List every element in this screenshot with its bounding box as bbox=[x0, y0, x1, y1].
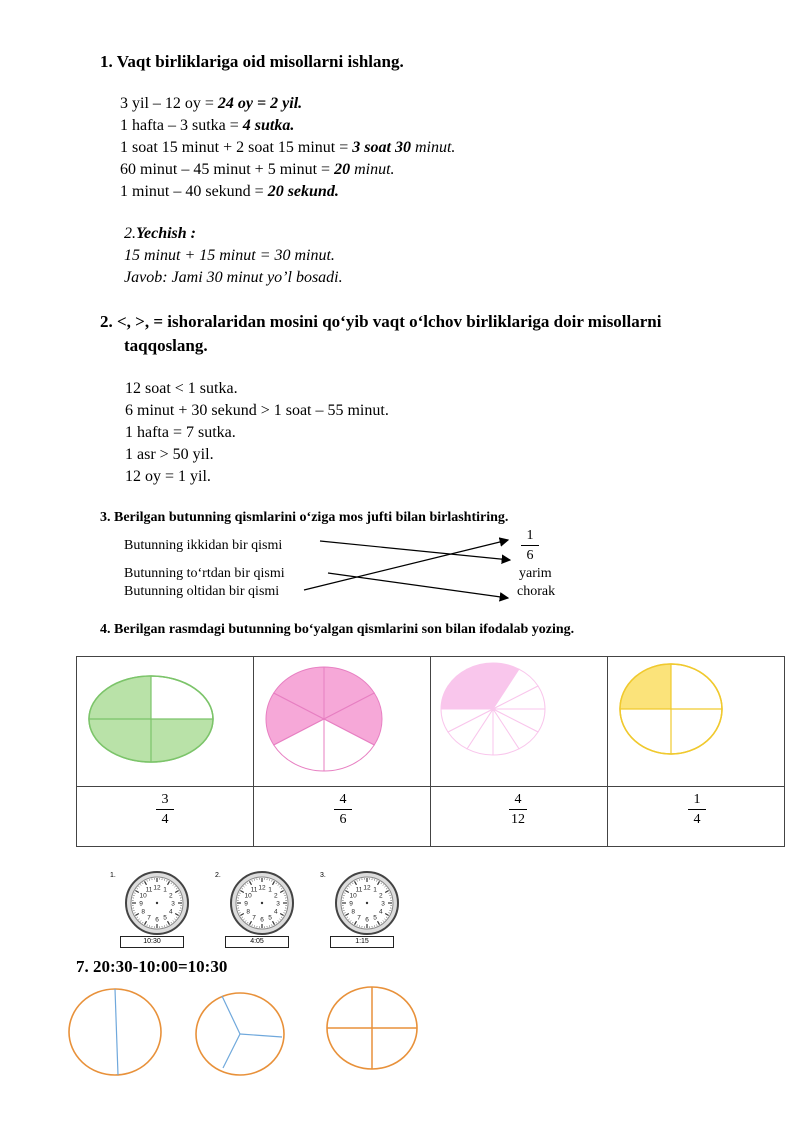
svg-text:4: 4 bbox=[274, 908, 278, 916]
svg-text:2: 2 bbox=[379, 892, 383, 900]
fraction-4-num: 1 bbox=[693, 792, 701, 807]
svg-text:12: 12 bbox=[153, 884, 161, 892]
task7-heading: 7. 20:30-10:00=10:30 bbox=[76, 957, 228, 976]
pink-circle-sixths bbox=[254, 657, 430, 781]
task2-heading-line2: taqqoslang. bbox=[124, 336, 208, 355]
svg-text:12: 12 bbox=[363, 884, 371, 892]
clock bbox=[110, 870, 200, 950]
solution-label-number: 2. bbox=[124, 225, 136, 242]
task2-line: 1 asr > 50 yil. bbox=[125, 446, 214, 463]
task2-line: 1 hafta = 7 sutka. bbox=[125, 424, 236, 441]
task3-right-1: yarim bbox=[519, 566, 552, 581]
clock-number: 2. bbox=[215, 872, 221, 879]
clock-time-label: 10:30 bbox=[120, 936, 184, 948]
cell-fraction-1 bbox=[77, 787, 254, 847]
fraction-4-den: 4 bbox=[693, 812, 701, 827]
svg-text:4: 4 bbox=[169, 908, 173, 916]
clock-number: 1. bbox=[110, 872, 116, 879]
yellow-circle-quarters bbox=[608, 657, 784, 781]
svg-text:9: 9 bbox=[244, 900, 248, 908]
task3-fraction-num: 1 bbox=[526, 528, 534, 543]
task1-line-plain: 3 yil – 12 oy = bbox=[120, 95, 218, 112]
task3-fraction-den: 6 bbox=[526, 548, 534, 563]
svg-text:5: 5 bbox=[373, 914, 377, 922]
solution-line-1: 15 minut + 15 minut = 30 minut. bbox=[124, 247, 335, 264]
task1-line-answer: 24 oy = 2 yil. bbox=[217, 95, 303, 112]
svg-text:7: 7 bbox=[252, 914, 256, 922]
task7-circles bbox=[60, 980, 430, 1090]
task2-line: 12 soat < 1 sutka. bbox=[125, 380, 238, 397]
clock-face-icon bbox=[332, 870, 402, 936]
svg-text:4: 4 bbox=[379, 908, 383, 916]
task1-line-plain: 1 minut – 40 sekund = bbox=[120, 183, 268, 200]
solution-line-2: Javob: Jami 30 minut yo’l bosadi. bbox=[124, 269, 343, 286]
task3-right-2: chorak bbox=[517, 584, 556, 599]
svg-text:6: 6 bbox=[260, 916, 264, 924]
solution-label-word: Yechish : bbox=[136, 225, 196, 242]
task3-heading: 3. Berilgan butunning qismlarini o‘ziga mos jufti bilan birlashtiring. bbox=[100, 510, 509, 525]
svg-text:6: 6 bbox=[155, 916, 159, 924]
fraction-1-den: 4 bbox=[161, 812, 169, 827]
cell-circle-3 bbox=[431, 657, 608, 787]
svg-text:10: 10 bbox=[244, 892, 252, 900]
svg-text:3: 3 bbox=[171, 900, 175, 908]
svg-text:7: 7 bbox=[147, 914, 151, 922]
svg-text:7: 7 bbox=[357, 914, 361, 922]
connector-quarter-to-chorak bbox=[328, 573, 508, 598]
fraction-1-num: 3 bbox=[161, 792, 169, 807]
task1-line-tail: minut. bbox=[410, 139, 456, 156]
task2-line: 6 minut + 30 sekund > 1 soat – 55 minut. bbox=[125, 402, 389, 419]
svg-text:9: 9 bbox=[349, 900, 353, 908]
cell-fraction-2 bbox=[254, 787, 431, 847]
svg-text:8: 8 bbox=[246, 908, 250, 916]
clock-face-icon bbox=[227, 870, 297, 936]
task1-line-answer: 4 sutka. bbox=[242, 117, 295, 134]
svg-text:3: 3 bbox=[381, 900, 385, 908]
svg-text:11: 11 bbox=[355, 886, 363, 894]
task1-line-plain: 1 hafta – 3 sutka = bbox=[120, 117, 243, 134]
fraction-3-num: 4 bbox=[514, 792, 522, 807]
svg-text:6: 6 bbox=[365, 916, 369, 924]
task4-heading: 4. Berilgan rasmdagi butunning bo‘yalgan qismlarini son bilan ifodalab yozing. bbox=[100, 622, 575, 637]
svg-text:11: 11 bbox=[250, 886, 258, 894]
svg-text:1: 1 bbox=[163, 886, 167, 894]
svg-text:8: 8 bbox=[351, 908, 355, 916]
task1-line-plain: 60 minut – 45 minut + 5 minut = bbox=[120, 161, 335, 178]
task3-left-2: Butunning to‘rtdan bir qismi bbox=[124, 566, 285, 581]
svg-text:9: 9 bbox=[139, 900, 143, 908]
task1-heading: 1. Vaqt birliklariga oid misollarni ishlang. bbox=[100, 52, 404, 71]
svg-text:3: 3 bbox=[276, 900, 280, 908]
svg-text:2: 2 bbox=[274, 892, 278, 900]
svg-text:1: 1 bbox=[268, 886, 272, 894]
connector-half-to-yarim bbox=[320, 541, 510, 560]
cell-circle-4 bbox=[608, 657, 785, 787]
svg-text:2: 2 bbox=[169, 892, 173, 900]
svg-text:5: 5 bbox=[163, 914, 167, 922]
svg-text:1: 1 bbox=[373, 886, 377, 894]
task2-line: 12 oy = 1 yil. bbox=[125, 468, 211, 485]
clock-time-label: 1:15 bbox=[330, 936, 394, 948]
cell-fraction-3 bbox=[431, 787, 608, 847]
svg-text:10: 10 bbox=[349, 892, 357, 900]
clock bbox=[215, 870, 305, 950]
fraction-2-den: 6 bbox=[339, 812, 347, 827]
svg-text:11: 11 bbox=[145, 886, 153, 894]
fraction-table bbox=[76, 656, 785, 847]
task3-left-1: Butunning ikkidan bir qismi bbox=[124, 538, 283, 553]
svg-text:5: 5 bbox=[268, 914, 272, 922]
task1-line-plain: 1 soat 15 minut + 2 soat 15 minut = bbox=[120, 139, 353, 156]
connector-sixth-to-fraction bbox=[304, 540, 508, 590]
clock-number: 3. bbox=[320, 872, 326, 879]
clock-face-icon bbox=[122, 870, 192, 936]
svg-text:10: 10 bbox=[139, 892, 147, 900]
cell-circle-2 bbox=[254, 657, 431, 787]
task1-line-answer: 20 sekund. bbox=[267, 183, 339, 200]
task3-left-3: Butunning oltidan bir qismi bbox=[124, 584, 280, 599]
fraction-2-num: 4 bbox=[339, 792, 347, 807]
svg-text:8: 8 bbox=[141, 908, 145, 916]
cell-fraction-4 bbox=[608, 787, 785, 847]
svg-text:12: 12 bbox=[258, 884, 266, 892]
lightpink-circle-twelfths bbox=[431, 657, 607, 781]
task1-line-answer: 20 bbox=[334, 161, 351, 178]
task2-heading-line1: 2. <, >, = ishoralaridan mosini qo‘yib vaqt o‘lchov birliklariga doir misollarni bbox=[100, 312, 662, 331]
task1-line-answer: 3 soat 30 bbox=[352, 139, 411, 156]
green-circle-quarters bbox=[77, 657, 253, 781]
cell-circle-1 bbox=[77, 657, 254, 787]
fraction-3-den: 12 bbox=[511, 812, 525, 827]
task1-line-tail: minut. bbox=[350, 161, 395, 178]
clock-time-label: 4:05 bbox=[225, 936, 289, 948]
clock bbox=[320, 870, 410, 950]
